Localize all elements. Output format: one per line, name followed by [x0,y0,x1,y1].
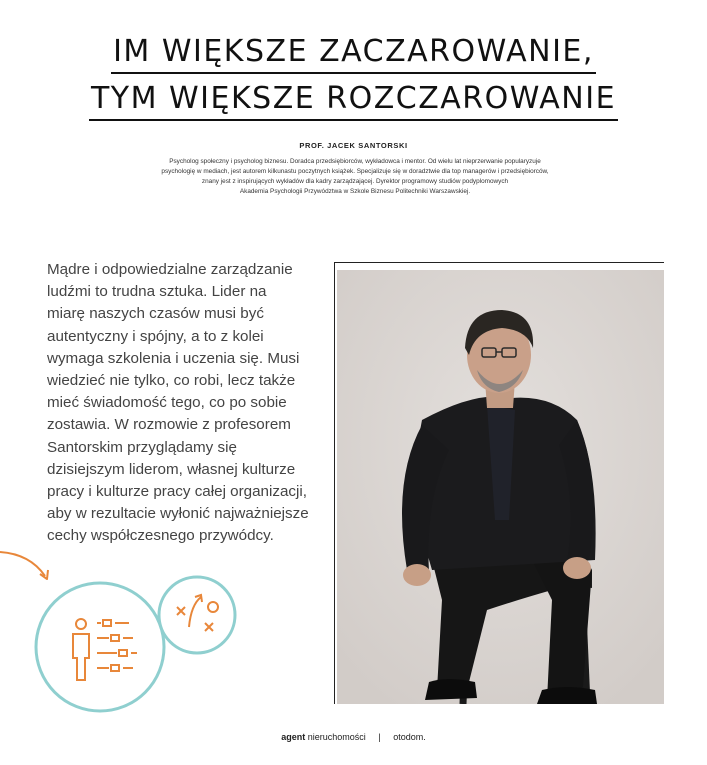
brand-separator: | [378,732,381,742]
lead-line: mieć świadomość tego, co po sobie [47,394,287,412]
lead-line: Mądre i odpowiedzialne zarządzanie [47,261,293,278]
portrait-frame [334,262,664,704]
bio-line: psychologię w mediach, jest autorem kilkunastu poczytnych książek. Specjalizuje się w doradztwie dla top managerów i przedsiębiorców, [161,168,549,175]
lead-line: pracy i kulturze pracy całej organizacji, [47,483,307,501]
lead-line: Santorskim przyglądamy się [47,438,237,456]
lead-line: aby w rezultacie wyłonić najważniejsze [47,505,309,523]
footer-brands [0,732,707,742]
frame-line-left [334,262,335,704]
lead-line: ludźmi to trudna sztuka. Lider na [47,283,267,301]
lead-line: autentyczny i spójny, a to z kolei [47,327,264,345]
strategy-play-icon [157,575,237,655]
curved-arrow-icon [0,548,60,582]
brand-otodom: otodom. [393,732,426,742]
portrait-photo [337,270,664,704]
bio-line: Akademia Psychologii Przywództwa w Szkole Biznesu Politechniki Warszawskiej. [239,188,471,195]
frame-line-top [334,262,664,263]
lead-line: cechy współczesnego przywódcy. [47,527,274,545]
lead-paragraph [47,259,323,548]
article-title [0,28,707,122]
person-checklist-icon [33,580,167,714]
lead-line: zostawia. W rozmowie z profesorem [47,416,291,434]
bio-line: Psycholog społeczny i psycholog biznesu. Doradca przedsiębiorców, wykładowca i mentor. Od wielu lat nieprzerwanie popularyzuje [169,158,541,165]
bio-line: znany jest z inspirujących wykładów dla kadry zarządzającej. Dyrektor programowy studiów podyplomowych [201,178,509,185]
brand-agent-rest: nieruchomości [305,732,366,742]
title-line-1: IM WIĘKSZE ZACZAROWANIE, [111,32,596,74]
brand-agent-bold: agent [281,732,306,742]
author-bio [80,157,630,197]
lead-line: miarę naszych czasów musi być [47,305,264,323]
title-line-2: TYM WIĘKSZE ROZCZAROWANIE [89,79,618,121]
lead-line: wiedzieć nie tylko, co robi, lecz także [47,372,296,390]
author-name: PROF. JACEK SANTORSKI [299,141,408,150]
lead-line: dzisiejszym liderom, własnej kulturze [47,460,296,478]
brand-agent-nieruchomosci [281,732,366,742]
lead-line: wymaga szkolenia i uczenia się. Musi [47,349,300,367]
